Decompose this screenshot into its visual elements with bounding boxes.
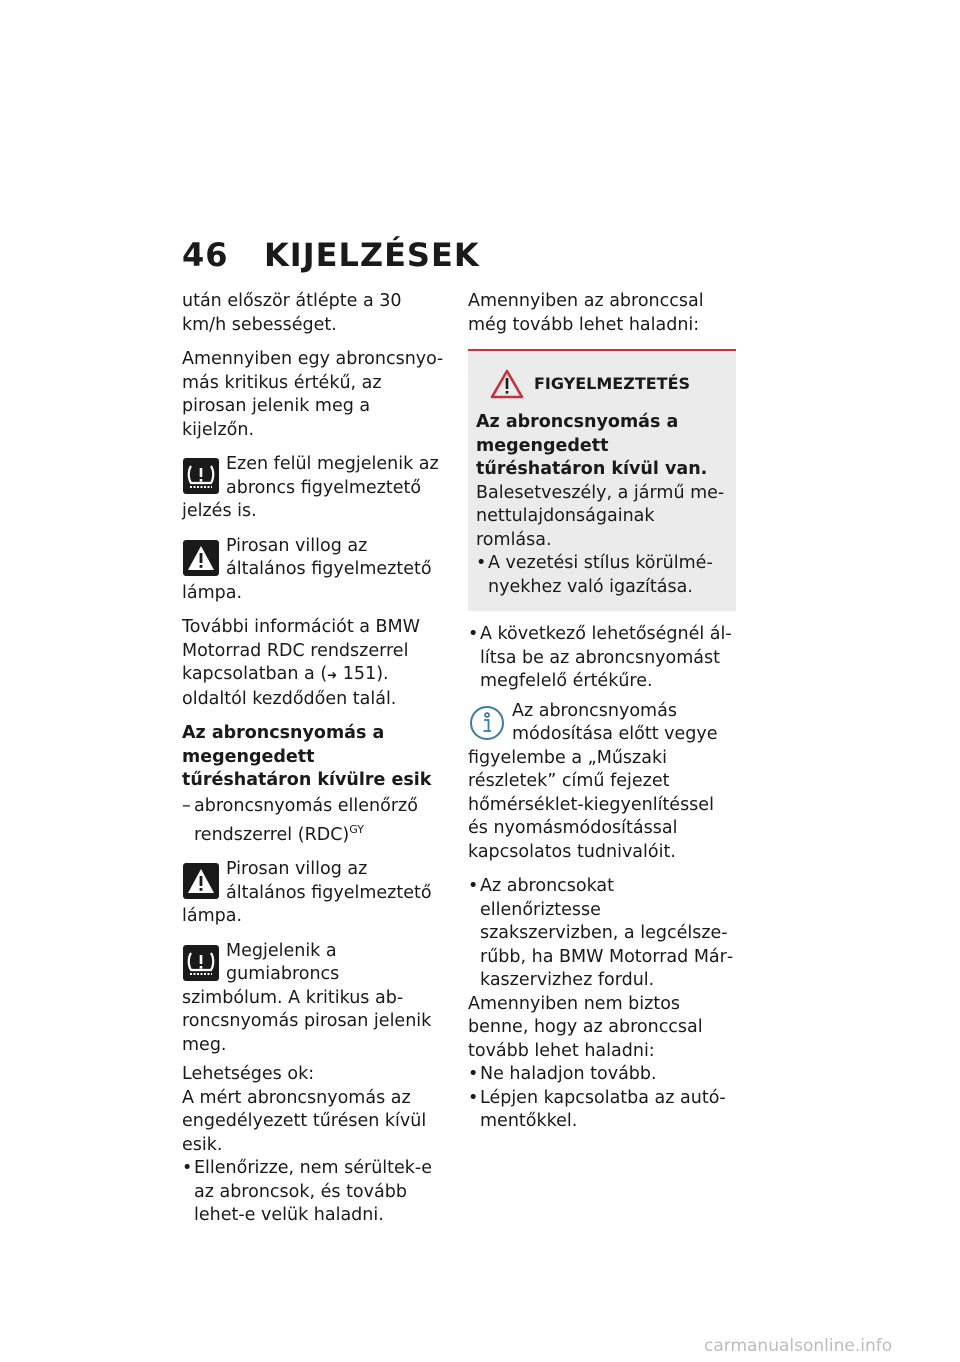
list-item: • A vezetési stílus körülményekhez való igazítása. xyxy=(476,553,713,597)
tire-pressure-icon xyxy=(182,944,220,982)
condition-item: – abroncsnyomás ellenőrző rendszerrel (RDC)$^{GY}$ xyxy=(182,795,418,845)
note-text: Ezen felül megjelenik az abroncs figyelmeztető jelzés is. xyxy=(182,454,439,521)
cause-label: Lehetséges ok: xyxy=(182,1064,315,1085)
page-reference[interactable]: 151 xyxy=(342,664,377,684)
paragraph: Amennyiben nem biztos benne, hogy az abronccsal tovább lehet haladni: xyxy=(468,993,703,1061)
list-item: • Ellenőrizze, nem sérültek-e az abroncsok, és tovább lehet-e velük haladni. xyxy=(182,1158,433,1226)
tire-pressure-note xyxy=(182,453,444,524)
left-column xyxy=(182,290,444,1228)
chapter-title: KIJELZÉSEK xyxy=(264,236,480,274)
list-item: • Az abroncsokat ellenőriztesse szakszervizben, a legcélszerűbb, ha BMW Motorrad Márkaszervizhez fordul. xyxy=(468,876,734,990)
right-column xyxy=(468,290,736,1134)
page-header xyxy=(182,236,480,274)
warning-lamp-note xyxy=(182,535,444,606)
paragraph: után először átlépte a 30 km/h sebességet. xyxy=(182,291,402,335)
warning-text: Balesetveszély, a jármű menettulajdonságainak romlása. xyxy=(476,482,725,550)
paragraph-reference: További információt a BMW Motorrad RDC rendszerrel kapcsolatban a (➜ 151). oldaltól kezdődően talál. xyxy=(182,617,420,709)
note-text: Pirosan villog az általános figyelmeztető lámpa. xyxy=(182,859,432,927)
watermark: carmanualsonline.info xyxy=(704,1336,893,1356)
model-superscript: GY xyxy=(349,823,364,836)
section-heading: Az abroncsnyomás a megengedett tűréshatáron kívülre esik xyxy=(182,723,432,790)
list-item: • A következő lehetőségnél állítsa be az abroncsnyomást megfelelő értékűre. xyxy=(468,624,732,691)
note-text: Pirosan villog az általános figyelmeztető lámpa. xyxy=(182,535,432,603)
list-item: • Lépjen kapcsolatba az autómentőkkel. xyxy=(468,1087,726,1131)
note-text: Az abroncsnyomás módosítása előtt vegye figyelembe a „Műszaki részletek” című fejezet hőmérséklet-kiegyenlítéssel és nyomásmódosítással kapcsolatos tudnivalóit. xyxy=(468,700,718,862)
list-item: • Ne haladjon tovább. xyxy=(468,1064,657,1084)
warning-title: FIGYELMEZTETÉS xyxy=(476,369,726,399)
page-number: 46 xyxy=(182,236,229,274)
info-note xyxy=(468,700,736,865)
info-icon xyxy=(468,704,506,742)
warning-box xyxy=(468,349,736,611)
warning-triangle-icon xyxy=(182,862,220,900)
paragraph: Amennyiben egy abroncsnyomás kritikus értékű, az pirosan jelenik meg a kijelzőn. xyxy=(182,349,444,440)
warning-heading: Az abroncsnyomás a megengedett tűréshatáron kívül van. xyxy=(476,412,708,479)
paragraph: Amennyiben az abronccsal még tovább lehet haladni: xyxy=(468,291,704,335)
page-reference-arrow-icon: ➜ xyxy=(327,668,338,682)
cause-text: A mért abroncsnyomás az engedélyezett tűrésen kívül esik. xyxy=(182,1087,427,1155)
warning-triangle-icon xyxy=(490,369,524,399)
tire-pressure-note xyxy=(182,940,444,1058)
warning-triangle-icon xyxy=(182,539,220,577)
warning-lamp-note xyxy=(182,858,444,929)
tire-pressure-icon xyxy=(182,457,220,495)
note-text: Megjelenik a gumiabroncs szimbólum. A kritikus abroncsnyomás pirosan jelenik meg. xyxy=(182,940,432,1055)
